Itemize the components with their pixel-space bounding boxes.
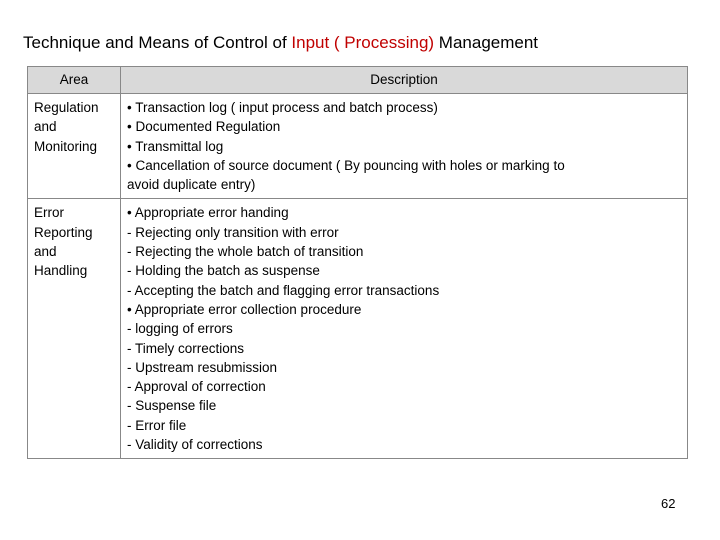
description-line: - Accepting the batch and flagging error transactions	[127, 282, 440, 298]
description-cell	[121, 94, 688, 199]
area-line: and	[34, 244, 57, 260]
description-line: • Transmittal log	[127, 138, 224, 154]
area-line: Reporting	[34, 224, 93, 240]
description-line: - Suspense file	[127, 398, 217, 414]
description-line: • Appropriate error handing	[127, 205, 289, 221]
area-cell	[28, 94, 121, 199]
header-description: Description	[121, 67, 688, 94]
description-line: • Appropriate error collection procedure	[127, 301, 362, 317]
area-cell	[28, 199, 121, 459]
description-line: avoid duplicate entry)	[127, 177, 256, 193]
title-suffix: Management	[434, 33, 539, 52]
description-line: • Transaction log ( input process and batch process)	[127, 100, 438, 115]
title-prefix: Technique and Means of Control of	[23, 33, 292, 52]
title-highlight: Input ( Processing)	[291, 33, 435, 52]
header-area: Area	[28, 67, 121, 94]
area-line: Error	[34, 205, 64, 221]
description-line: • Cancellation of source document ( By pouncing with holes or marking to	[127, 157, 565, 173]
table-row	[28, 199, 688, 459]
description-line: - Rejecting the whole batch of transition	[127, 244, 364, 260]
area-line: Monitoring	[34, 138, 98, 154]
control-table	[27, 66, 688, 459]
area-line: Handling	[34, 263, 88, 279]
description-line: - Rejecting only transition with error	[127, 224, 339, 240]
slide-title	[23, 33, 538, 53]
description-line: • Documented Regulation	[127, 119, 281, 135]
area-line: Regulation	[34, 100, 99, 115]
description-line: - logging of errors	[127, 321, 233, 337]
table-row	[28, 94, 688, 199]
description-line: - Validity of corrections	[127, 437, 263, 453]
description-line: - Approval of correction	[127, 379, 266, 395]
description-line: - Upstream resubmission	[127, 359, 278, 375]
area-line: and	[34, 119, 57, 135]
description-line: - Error file	[127, 417, 187, 433]
description-line: - Timely corrections	[127, 340, 245, 356]
page-number: 62	[661, 496, 676, 511]
description-line: - Holding the batch as suspense	[127, 263, 320, 279]
table-header-row	[28, 67, 688, 94]
description-cell	[121, 199, 688, 459]
